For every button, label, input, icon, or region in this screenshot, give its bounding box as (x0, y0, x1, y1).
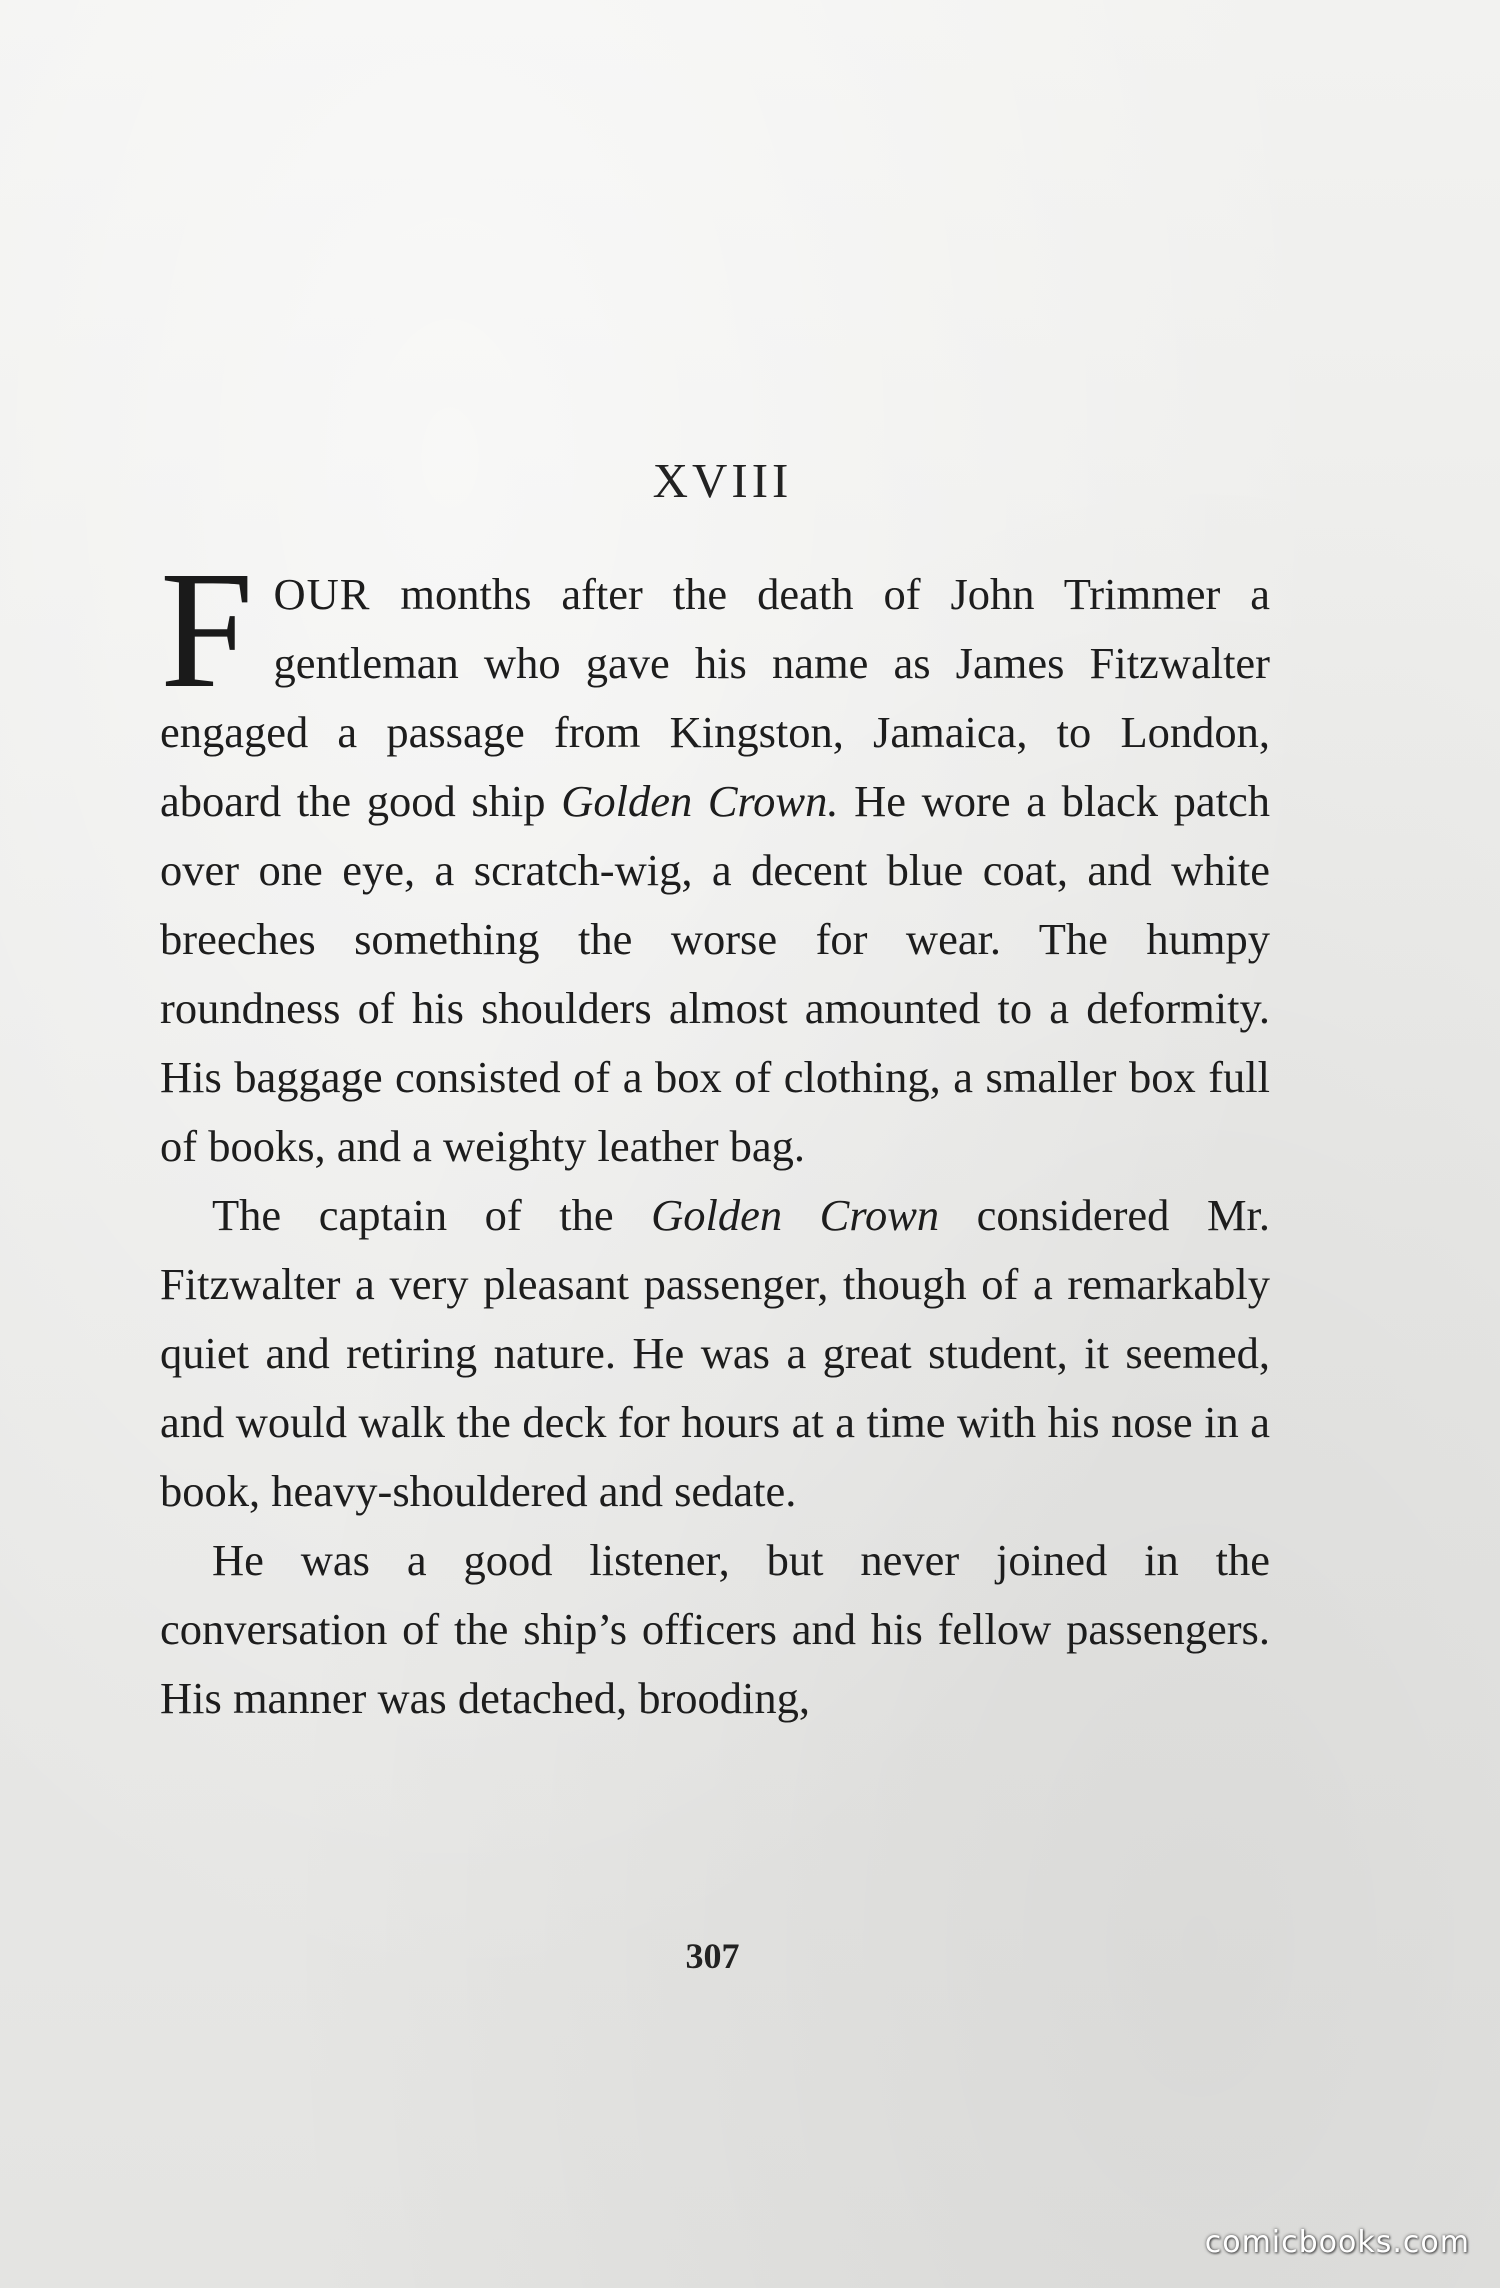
paragraph-1-lead: OUR (273, 569, 371, 619)
paragraph-1-rest: He wore a black patch over one eye, a scratch-wig, a decent blue coat, and white breeches something the worse for wear. The humpy roundness of his shoulders almost amounted to a deformity. His baggage consisted of a box of clothing, a smaller box full of books, and a weighty leather bag. (160, 776, 1271, 1171)
paragraph-1-text: months after the death of John Trimmer a gentleman who gave his name as James Fitzwalter engaged a passage from Kingston, Jamaica, to London, aboard the good ship (160, 569, 1270, 826)
ship-name: Golden Crown (651, 1190, 940, 1240)
paragraph-2-start: The captain of the (212, 1190, 652, 1240)
page-number: 307 (685, 1936, 740, 1976)
chapter-heading: XVIII (652, 453, 793, 508)
paragraph-2 (160, 1181, 1270, 1526)
watermark: comicbooks.com (1204, 2225, 1470, 2260)
ship-name: Golden Crown. (561, 776, 839, 826)
paragraph-3 (160, 1526, 1270, 1733)
body-text (160, 537, 1271, 1733)
paragraph-1 (160, 537, 1271, 1181)
paragraph-2-rest: considered Mr. Fitzwalter a very pleasant passenger, though of a remarkably quiet and retiring nature. He was a great student, it seemed, and would walk the deck for hours at a time with his nose in a book, heavy-shouldered and sedate. (160, 1190, 1270, 1516)
paragraph-3-text: He was a good listener, but never joined in the conversation of the ship’s officers and his fellow passengers. His manner was detached, brooding, (160, 1535, 1270, 1723)
drop-cap: F (160, 537, 254, 723)
